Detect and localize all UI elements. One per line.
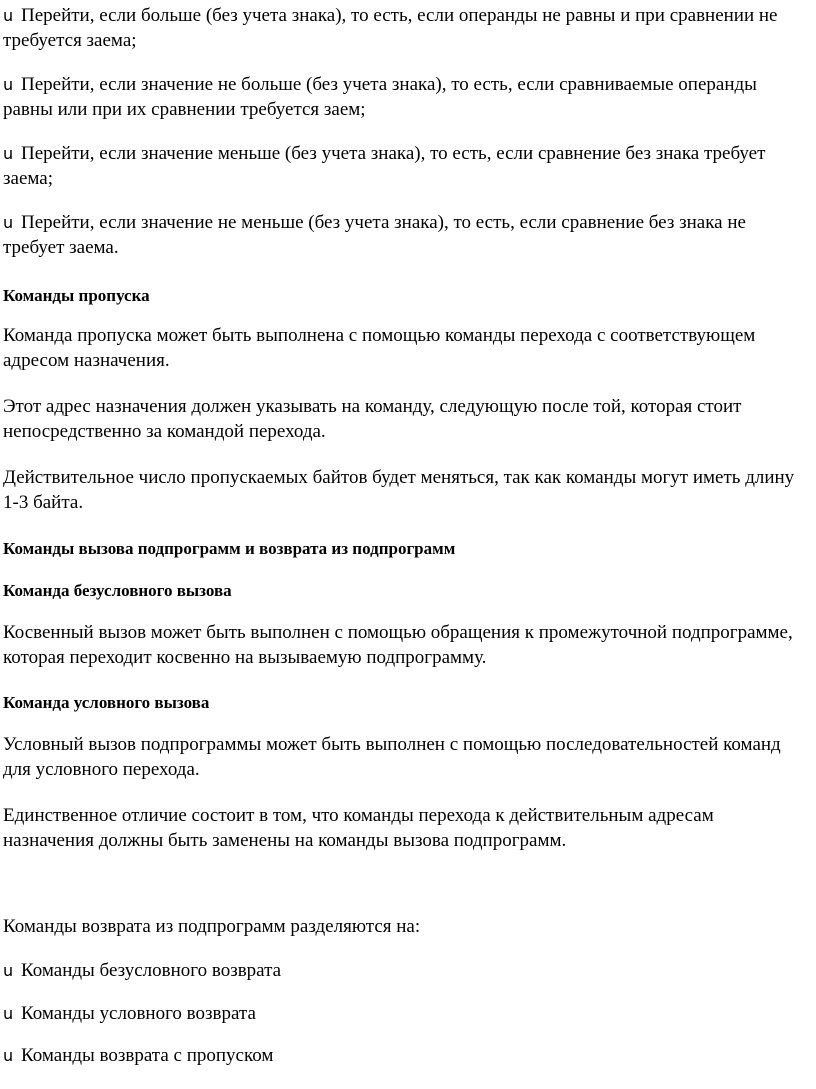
unconditional-call-heading: Команда безусловного вызова [3,581,232,600]
return-commands-intro: Команды возврата из подпрограмм разделяются на: [3,916,421,937]
bullet-icon: u [3,1046,14,1065]
bullet-text: Перейти, если больше (без учета знака), то есть, если операнды не равны и при сравнении не требуется заема; [3,5,778,51]
bullet-text: Команды условного возврата [21,1003,256,1024]
conditional-call-paragraph-1: Условный вызов подпрограммы может быть выполнен с помощью последовательностей команд для условного перехода. [3,734,781,780]
return-bullet-conditional [3,1001,803,1026]
skip-paragraph-3: Действительное число пропускаемых байтов будет меняться, так как команды могут иметь длину 1-3 байта. [3,467,795,513]
return-bullet-unconditional [3,958,803,983]
bullet-text: Команды возврата с пропуском [21,1045,274,1066]
bullet-icon: u [3,75,14,94]
bullet-icon: u [3,6,14,25]
skip-paragraph-2: Этот адрес назначения должен указывать на команду, следующую после той, которая стоит непосредственно за командой перехода. [3,396,742,442]
bullet-item-greater [3,3,803,53]
bullet-text: Команды безусловного возврата [21,960,282,981]
conditional-call-paragraph-2: Единственное отличие состоит в том, что команды перехода к действительным адресам назначения должны быть заменены на команды вызова подпрограмм. [3,805,714,851]
bullet-icon: u [3,1004,14,1023]
bullet-icon: u [3,144,14,163]
skip-commands-heading: Команды пропуска [3,286,150,305]
unconditional-call-paragraph: Косвенный вызов может быть выполнен с помощью обращения к промежуточной подпрограмме, которая переходит косвенно на вызываемую подпрограмму. [3,622,793,668]
bullet-item-not-greater [3,72,803,122]
bullet-text: Перейти, если значение меньше (без учета знака), то есть, если сравнение без знака требует заема; [3,143,766,189]
call-return-heading: Команды вызова подпрограмм и возврата из подпрограмм [3,539,456,558]
bullet-icon: u [3,961,14,980]
bullet-text: Перейти, если значение не больше (без учета знака), то есть, если сравниваемые операнды равны или при их сравнении требуется заем; [3,74,757,120]
bullet-item-not-less [3,210,803,260]
bullet-text: Перейти, если значение не меньше (без учета знака), то есть, если сравнение без знака не требует заема. [3,212,746,258]
bullet-icon: u [3,213,14,232]
bullet-item-less [3,141,803,191]
return-bullet-skip [3,1043,803,1068]
conditional-call-heading: Команда условного вызова [3,693,210,712]
skip-paragraph-1: Команда пропуска может быть выполнена с помощью команды перехода с соответствующем адресом назначения. [3,325,756,371]
